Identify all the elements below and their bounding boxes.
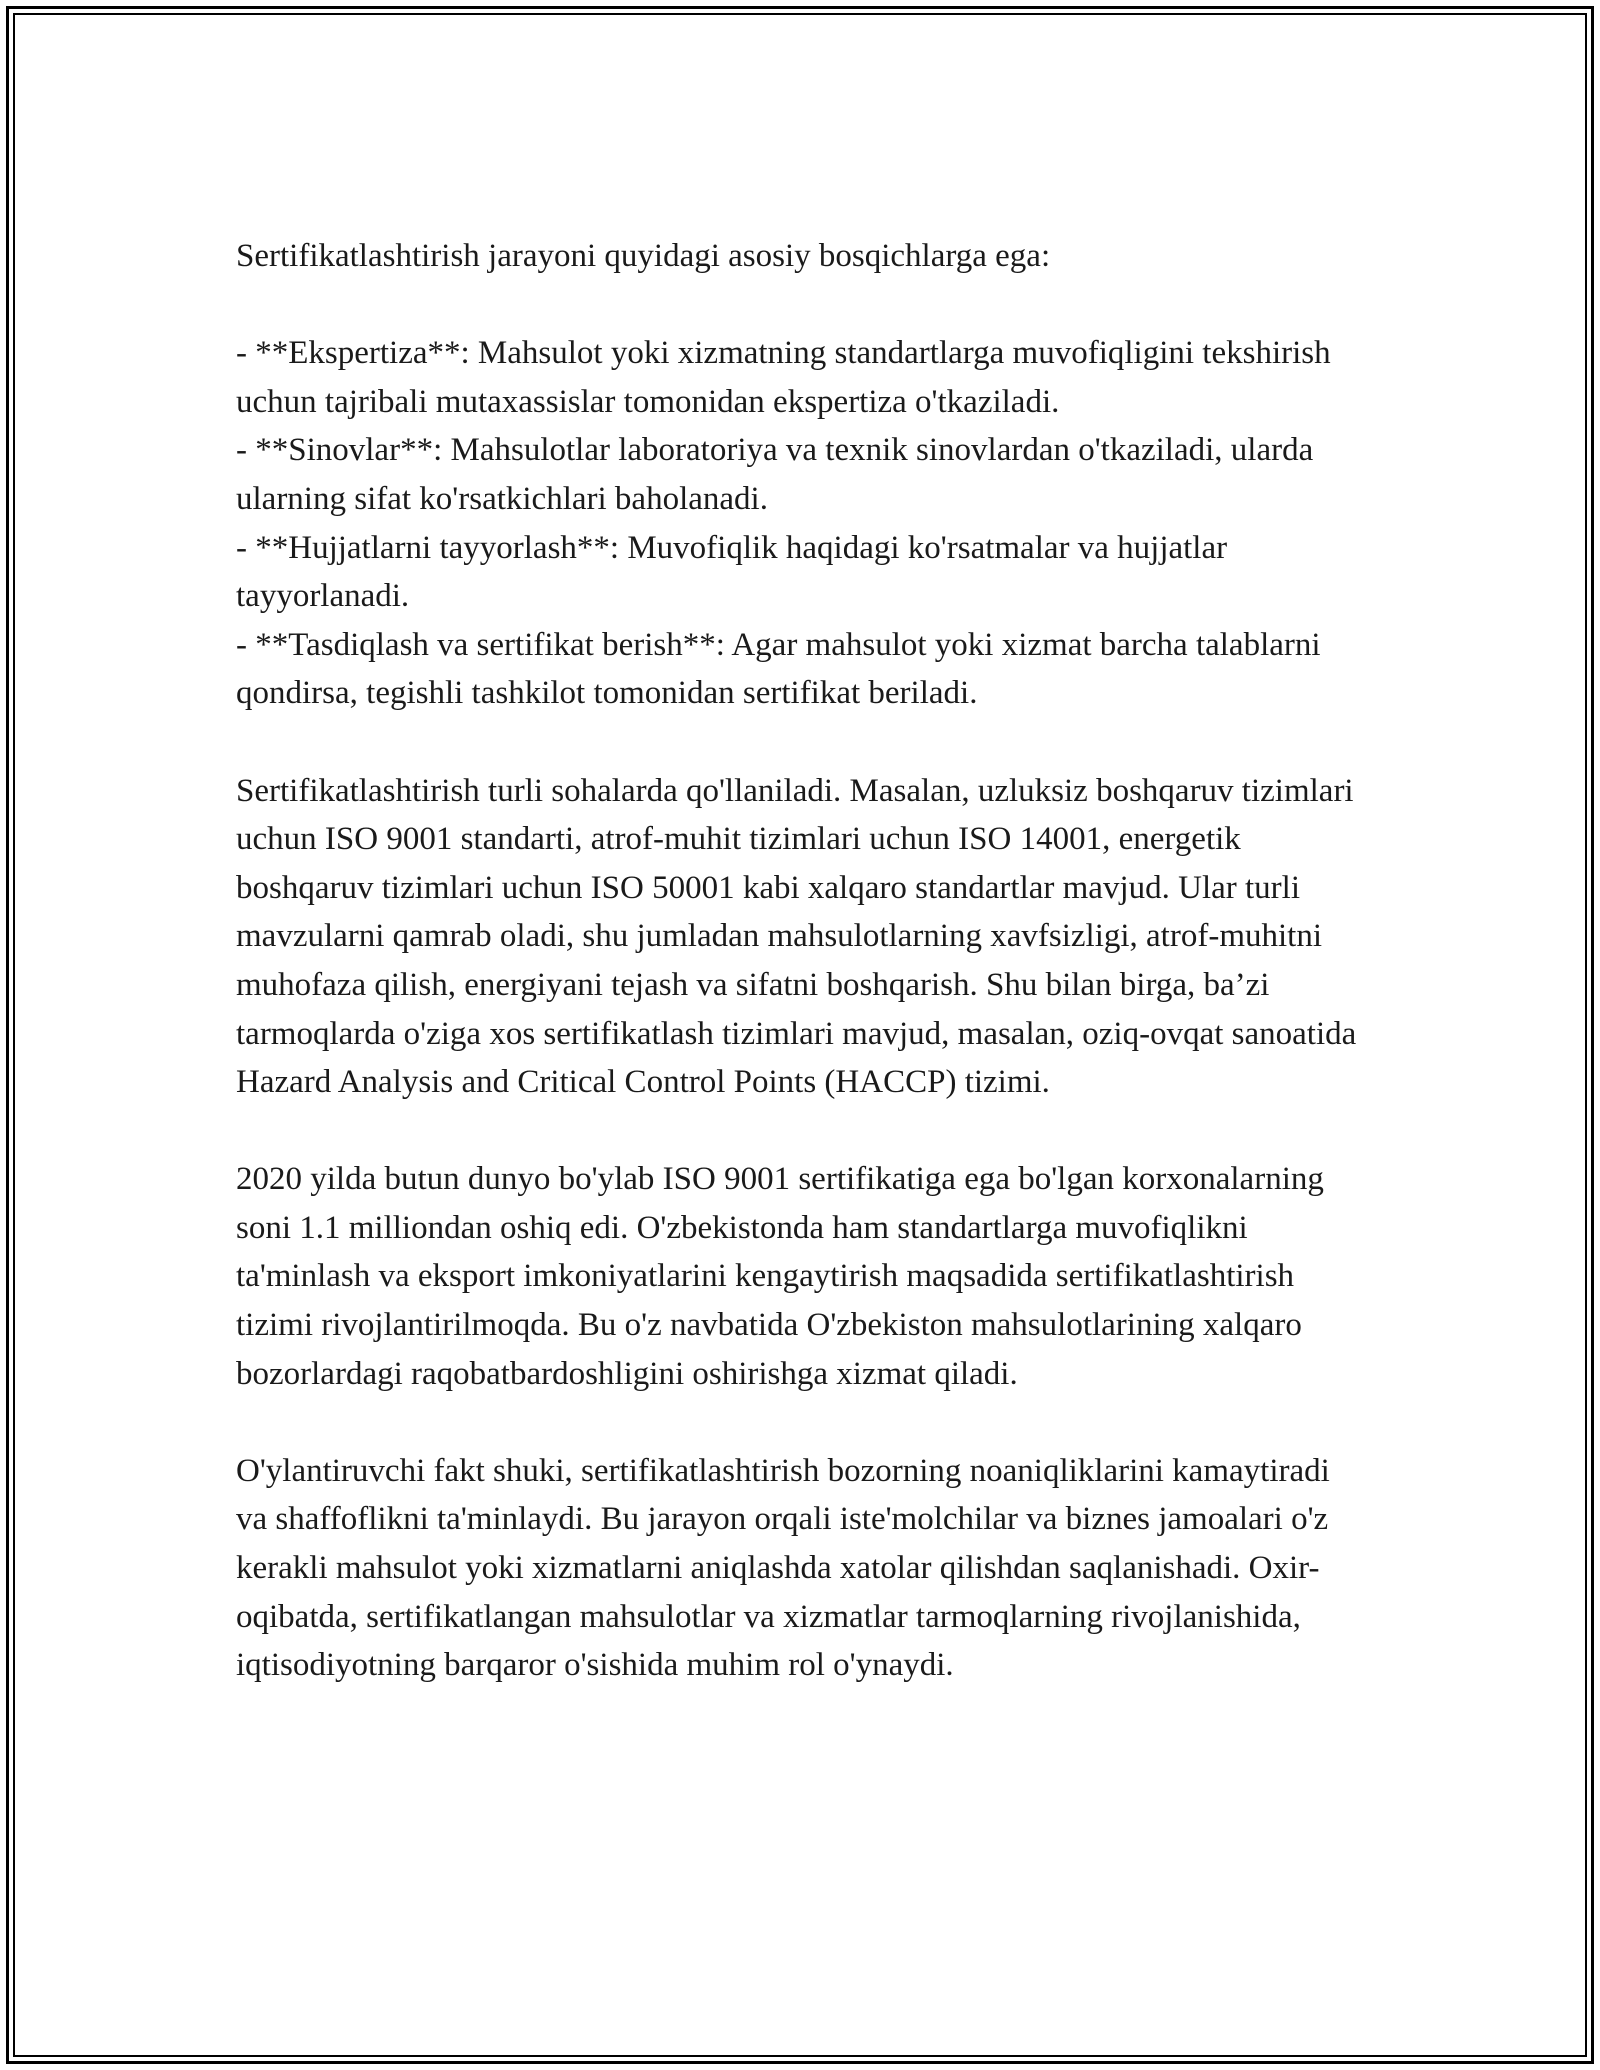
- step-documents: - **Hujjatlarni tayyorlash**: Muvofiqlik haqidagi ko'rsatmalar va hujjatlar tayyorlanadi.: [236, 529, 1228, 615]
- standards-paragraph: Sertifikatlashtirish turli sohalarda qo'llaniladi. Masalan, uzluksiz boshqaruv tizimlari uchun ISO 9001 standarti, atrof-muhit tizimlari uchun ISO 14001, energetik boshqaruv tizimlari uchun ISO 50001 kabi xalqaro standartlar mavjud. Ular turli mavzularni qamrab oladi, shu jumladan mahsulotlarning xavfsizligi, atrof-muhitni muhofaza qilish, energiyani tejash va sifatni boshqarish. Shu bilan birga, ba’zi tarmoqlarda o'ziga xos sertifikatlash tizimlari mavjud, masalan, oziq-ovqat sanoatida Hazard Analysis and Critical Control Points (HACCP) tizimi.: [236, 772, 1357, 1101]
- conclusion-paragraph: O'ylantiruvchi fakt shuki, sertifikatlashtirish bozorning noaniqliklarini kamaytiradi va shaffoflikni ta'minlaydi. Bu jarayon orqali iste'molchilar va biznes jamoalari o'z kerakli mahsulot yoki xizmatlarni aniqlashda xatolar qilishdan saqlanishadi. Oxir-oqibatda, sertifikatlangan mahsulotlar va xizmatlar tarmoqlarning rivojlanishida, iqtisodiyotning barqaror o'sishida muhim rol o'ynaydi.: [236, 1452, 1330, 1684]
- statistics-paragraph: 2020 yilda butun dunyo bo'ylab ISO 9001 sertifikatiga ega bo'lgan korxonalarning soni 1.1 milliondan oshiq edi. O'zbekistonda ham standartlarga muvofiqlikni ta'minlash va eksport imkoniyatlarini kengaytirish maqsadida sertifikatlashtirish tizimi rivojlantirilmoqda. Bu o'z navbatida O'zbekiston mahsulotlarining xalqaro bozorlardagi raqobatbardoshligini oshirishga xizmat qiladi.: [236, 1161, 1324, 1392]
- intro-paragraph: Sertifikatlashtirish jarayoni quyidagi asosiy bosqichlarga ega:: [236, 238, 1051, 274]
- step-expertise: - **Ekspertiza**: Mahsulot yoki xizmatning standartlarga muvofiqligini tekshirish uchun tajribali mutaxassislar tomonidan ekspertiza o'tkaziladi.: [236, 335, 1331, 420]
- step-tests: - **Sinovlar**: Mahsulotlar laboratoriya va texnik sinovlardan o'tkaziladi, ularda ularning sifat ko'rsatkichlari baholanadi.: [236, 432, 1314, 517]
- steps-list: [236, 329, 1366, 718]
- document-body: [236, 232, 1366, 1738]
- step-approval: - **Tasdiqlash va sertifikat berish**: Agar mahsulot yoki xizmat barcha talablarni qondirsa, tegishli tashkilot tomonidan sertifikat beriladi.: [236, 626, 1321, 712]
